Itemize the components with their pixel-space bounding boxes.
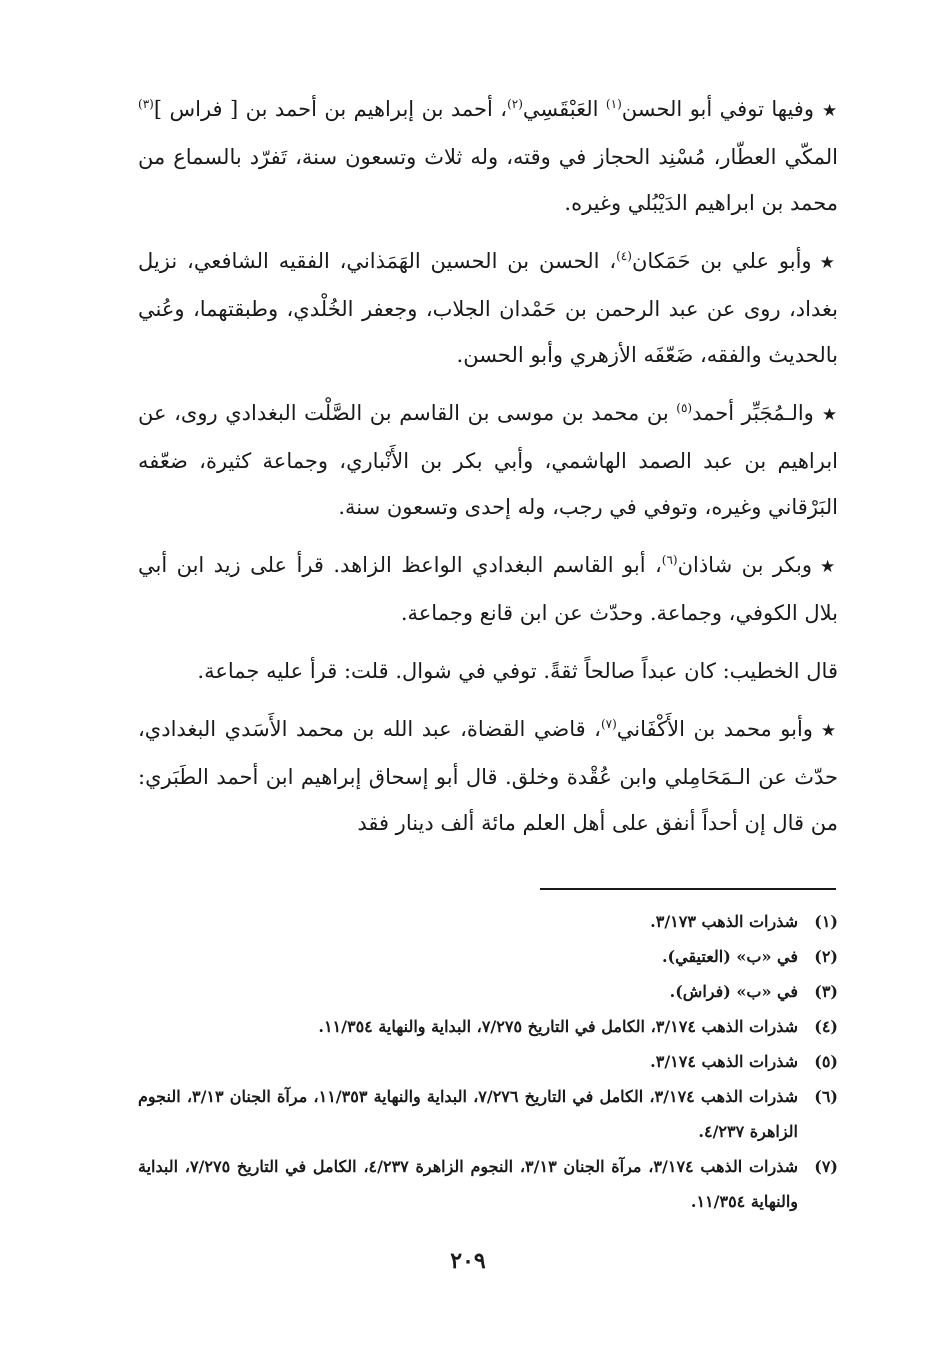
footnote bbox=[138, 974, 838, 1009]
footnote bbox=[138, 904, 838, 939]
footnote-number: (٥) bbox=[814, 1052, 838, 1071]
entry-text: ، أبو القاسم البغدادي الواعظ الزاهد. قرأ على زيد ابن أبي بلال الكوفي، وجماعة. وحدّث عن ابن قانع وجماعة. bbox=[138, 553, 838, 625]
biography-entry bbox=[138, 706, 838, 846]
footnote-number: (٧) bbox=[814, 1157, 838, 1176]
footnote-number: (٦) bbox=[814, 1087, 838, 1106]
entry-text: بن محمد بن موسى بن القاسم بن الصَّلْت البغدادي روى، عن ابراهيم بن عبد الصمد الهاشمي، وأبي بكر بن الأَنْباري، وجماعة كثيرة، ضعّفه البَرْقاني وغيره، وتوفي في رجب، وله إحدى وتسعون سنة. bbox=[138, 401, 838, 519]
footnote bbox=[138, 939, 838, 974]
biography-entry bbox=[138, 542, 838, 636]
footnote-number: (٤) bbox=[814, 1017, 838, 1036]
entry-text: ، أحمد بن إبراهيم بن أحمد بن [ فراس ] bbox=[153, 97, 508, 121]
entry-text: ، قاضي القضاة، عبد الله بن محمد الأَسَدي البغدادي، حدّث عن الـمَحَامِلي وابن عُقْدة وخلق. قال أبو إسحاق إبراهيم ابن أحمد الطَبَري: من قال إن أحداً أنفق على أهل العلم مائة ألف دينار فقد bbox=[138, 717, 838, 835]
footnote-text: في «ب» (فراش). bbox=[669, 982, 798, 1001]
entry-text: قال الخطيب: كان عبداً صالحاً ثقةً. توفي في شوال. قلت: قرأ عليه جماعة. bbox=[197, 659, 838, 683]
footnote-separator bbox=[540, 888, 836, 890]
entry-text: وأبو علي بن حَمَكان bbox=[631, 249, 812, 273]
footnote-text: شذرات الذهب ٣/١٧٣. bbox=[650, 912, 798, 931]
entry-text: وبكر بن شاذان bbox=[677, 553, 813, 577]
footnote-reference: (٢) bbox=[507, 97, 523, 111]
biography-entry bbox=[138, 238, 838, 378]
entry-text: ، الحسن بن الحسين الهَمَذاني، الفقيه الشافعي، نزيل بغداد، روى عن عبد الرحمن بن حَمْدان الجلاب، وجعفر الخُلْدي، وطبقتهما، وعُني بالحديث والفقه، ضَعّفَه الأزهري وأبو الحسن. bbox=[138, 249, 838, 367]
footnote-text: شذرات الذهب ٣/١٧٤، الكامل في التاريخ ٧/٢٧٦، البداية والنهاية ١١/٣٥٣، مرآة الجنان ٣/١٣، النجوم الزاهرة ٤/٢٣٧. bbox=[138, 1087, 799, 1141]
star-marker: ★ bbox=[820, 721, 838, 741]
footnote-reference: (٧) bbox=[600, 717, 617, 731]
footnote bbox=[138, 1149, 838, 1219]
entry-text: المكّي العطّار، مُسْنِد الحجاز في وقته، وله ثلاث وتسعون سنة، تَفرّد بالسماع من محمد بن ابراهيم الدَيْبُلي وغيره. bbox=[138, 145, 838, 215]
main-text bbox=[138, 86, 838, 858]
entry-text: والـمُجَبِّر أحمد bbox=[692, 401, 814, 425]
footnote-number: (٣) bbox=[814, 982, 838, 1001]
footnotes bbox=[138, 904, 838, 1219]
footnote-number: (٢) bbox=[814, 947, 838, 966]
footnote-reference: (٥) bbox=[676, 401, 693, 415]
footnote-reference: (١) bbox=[605, 97, 622, 111]
star-marker: ★ bbox=[819, 253, 838, 273]
footnote-text: شذرات الذهب ٣/١٧٤، مرآة الجنان ٣/١٣، النجوم الزاهرة ٤/٢٣٧، الكامل في التاريخ ٧/٢٧٥، البداية والنهاية ١١/٣٥٤. bbox=[138, 1157, 799, 1211]
entry-text: وفيها توفي أبو الحسن bbox=[621, 97, 814, 121]
footnote-reference: (٣) bbox=[138, 97, 154, 111]
star-marker: ★ bbox=[821, 101, 838, 121]
footnote-number: (١) bbox=[814, 912, 838, 931]
biography-entry bbox=[138, 648, 838, 694]
star-marker: ★ bbox=[820, 557, 838, 577]
footnote-reference: (٤) bbox=[616, 249, 632, 263]
biography-entry bbox=[138, 390, 838, 530]
footnote-text: شذرات الذهب ٣/١٧٤، الكامل في التاريخ ٧/٢٧٥، البداية والنهاية ١١/٣٥٤. bbox=[318, 1017, 798, 1036]
footnote bbox=[138, 1079, 838, 1149]
footnote-text: شذرات الذهب ٣/١٧٤. bbox=[650, 1052, 798, 1071]
page-number: ٢٠٩ bbox=[450, 1248, 486, 1274]
entry-text: العَبْقَسِي bbox=[522, 97, 606, 121]
footnote-text: في «ب» (العتيقي). bbox=[661, 947, 798, 966]
footnote bbox=[138, 1044, 838, 1079]
footnote-reference: (٦) bbox=[661, 553, 678, 567]
biography-entry bbox=[138, 86, 838, 226]
footnote bbox=[138, 1009, 838, 1044]
entry-text: وأبو محمد بن الأَكْفَاني bbox=[616, 717, 813, 741]
star-marker: ★ bbox=[821, 405, 838, 425]
